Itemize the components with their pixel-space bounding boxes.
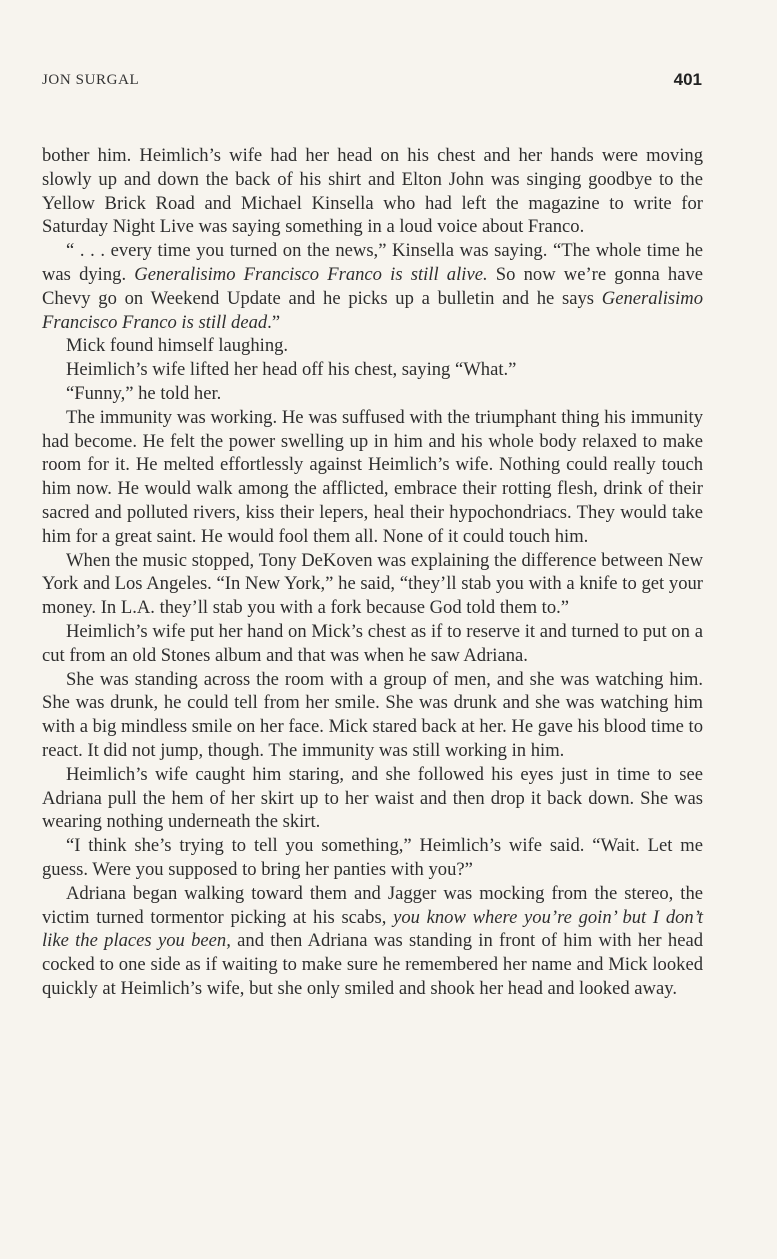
paragraph	[42, 358, 703, 382]
paragraph	[42, 668, 703, 763]
text-run: The immunity was working. He was suffused with the triumphant thing his immunity had become. He felt the power swelling up in him and his whole body relaxed to make room for it. He melted effortlessly against Heimlich’s wife. Nothing could really touch him now. He would walk among the afflicted, embrace their rotting flesh, drink of their sacred and polluted rivers, kiss their lepers, heal their hypochondriacs. They would take him for a great saint. He would fool them all. None of it could touch him.	[42, 406, 703, 547]
text-run: and then Adriana was standing in front of him with her head cocked to one side as if waiting to make sure he remembered her name and Mick looked quickly at Heimlich’s wife, but she only smiled and shook her head and looked away.	[42, 930, 704, 999]
text-run: Heimlich’s wife caught him staring, and she followed his eyes just in time to see Adriana pull the hem of her skirt up to her waist and then drop it back down. She was wearing nothing underneath the skirt.	[42, 763, 703, 833]
paragraph	[42, 620, 703, 668]
paragraph	[42, 763, 703, 834]
text-run: “I think she’s trying to tell you something,” Heimlich’s wife said. “Wait. Let me guess. Were you supposed to bring her panties with you?”	[42, 835, 703, 880]
paragraph	[42, 882, 703, 1001]
running-head-author: JON SURGAL	[42, 72, 140, 88]
body-text	[42, 144, 703, 1001]
italic-text: you know where you’re goin’ but I don’t like the places you been,	[42, 906, 704, 952]
paragraph	[42, 144, 703, 239]
paragraph	[42, 382, 703, 406]
text-run: .”	[267, 311, 281, 333]
text-run: Mick found himself laughing.	[66, 335, 289, 357]
text-run: Heimlich’s wife lifted her head off his chest, saying “What.”	[66, 359, 517, 381]
paragraph	[42, 549, 703, 620]
text-run: “ . . . every time you turned on the news,” Kinsella was saying. “The whole time he was dying.	[42, 240, 703, 285]
text-run: When the music stopped, Tony DeKoven was explaining the difference between New York and Los Angeles. “In New York,” he said, “they’ll stab you with a knife to get your money. In L.A. they’ll stab you with a fork because God told them to.”	[42, 549, 703, 619]
paragraph	[42, 406, 703, 549]
text-run: Heimlich’s wife put her hand on Mick’s chest as if to reserve it and turned to put on a cut from an old Stones album and that was when he saw Adriana.	[42, 620, 703, 666]
paragraph	[42, 334, 703, 358]
text-run: She was standing across the room with a group of men, and she was watching him. She was drunk, he could tell from her smile. She was drunk and she was watching him with a big mindless smile on her face. Mick stared back at her. He gave his blood time to react. It did not jump, though. The immunity was still working in him.	[42, 668, 703, 761]
text-run: “Funny,” he told her.	[66, 382, 222, 404]
text-run: Adriana began walking toward them and Jagger was mocking from the stereo, the victim turned tormentor picking at his scabs,	[42, 882, 703, 928]
italic-text: Generalisimo Francisco Franco is still dead	[42, 287, 703, 333]
page-number: 401	[673, 70, 702, 89]
running-head	[42, 70, 702, 96]
italic-text: Generalisimo Francisco Franco is still alive.	[134, 263, 488, 285]
paragraph	[42, 834, 703, 882]
text-run: So now we’re gonna have Chevy go on Weekend Update and he picks up a bulletin and he says	[42, 263, 704, 309]
paragraph	[42, 239, 703, 334]
text-run: bother him. Heimlich’s wife had her head on his chest and her hands were moving slowly up and down the back of his shirt and Elton John was singing goodbye to the Yellow Brick Road and Michael Kinsella who had left the magazine to write for Saturday Night Live was saying something in a loud voice about Franco.	[42, 145, 703, 238]
